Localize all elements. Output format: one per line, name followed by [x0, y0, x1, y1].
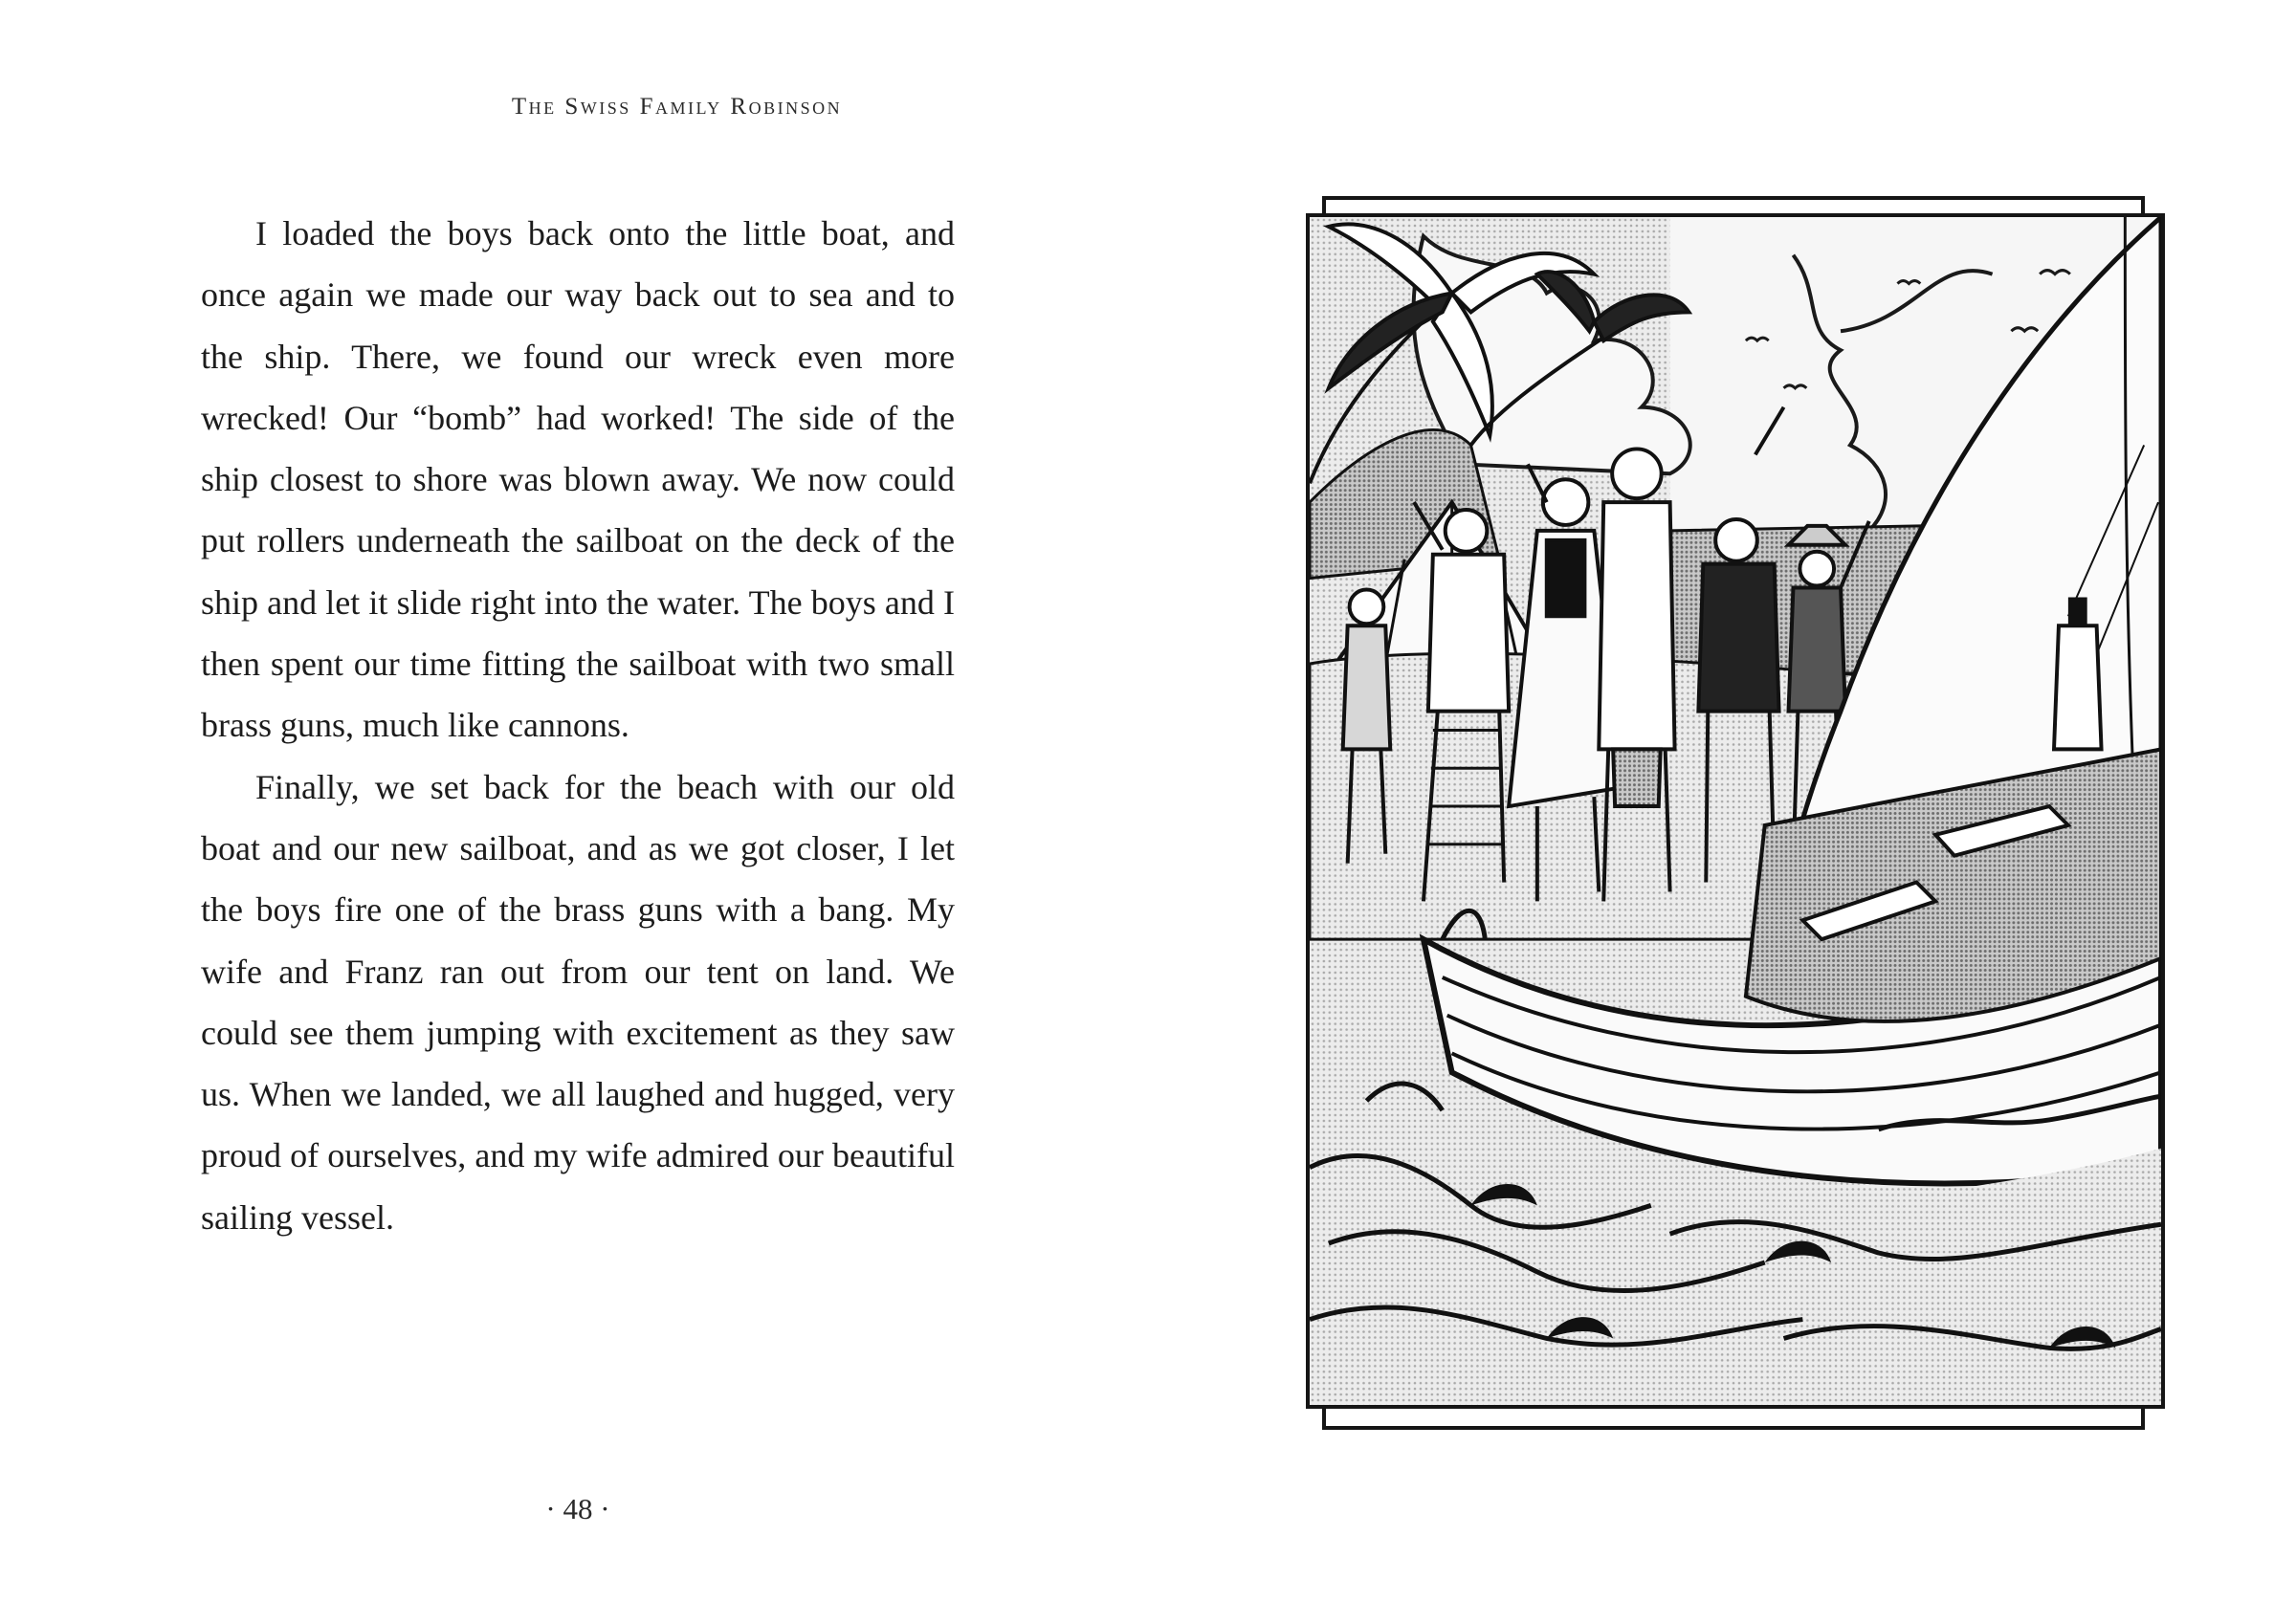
- mast-base: [2054, 625, 2102, 749]
- running-head: The Swiss Family Robinson: [511, 94, 843, 120]
- page-number: · 48 ·: [545, 1492, 610, 1525]
- body-text: [201, 203, 955, 1248]
- paragraph: Finally, we set back for the beach with our old boat and our new sailboat, and as we got closer, I let the boys fire one of the brass guns with a bang. My wife and Franz ran out from our tent on land. We could see them jumping with excitement as they saw us. When we landed, we all laughed and hugged, very proud of ourselves, and my wife admired our beautiful sailing vessel.: [201, 767, 955, 1237]
- illustration: [1306, 213, 2165, 1409]
- paragraph: I loaded the boys back onto the little boat, and once again we made our way back out to sea and to the ship. There, we found our wreck even more wrecked! Our “bomb” had worked! The side of the ship closest to shore was blown away. We now could put rollers underneath the sailboat on the deck of the ship and let it slide right into the water. The boys and I then spent our time fitting the sailboat with two small brass guns, much like cannons.: [201, 214, 955, 745]
